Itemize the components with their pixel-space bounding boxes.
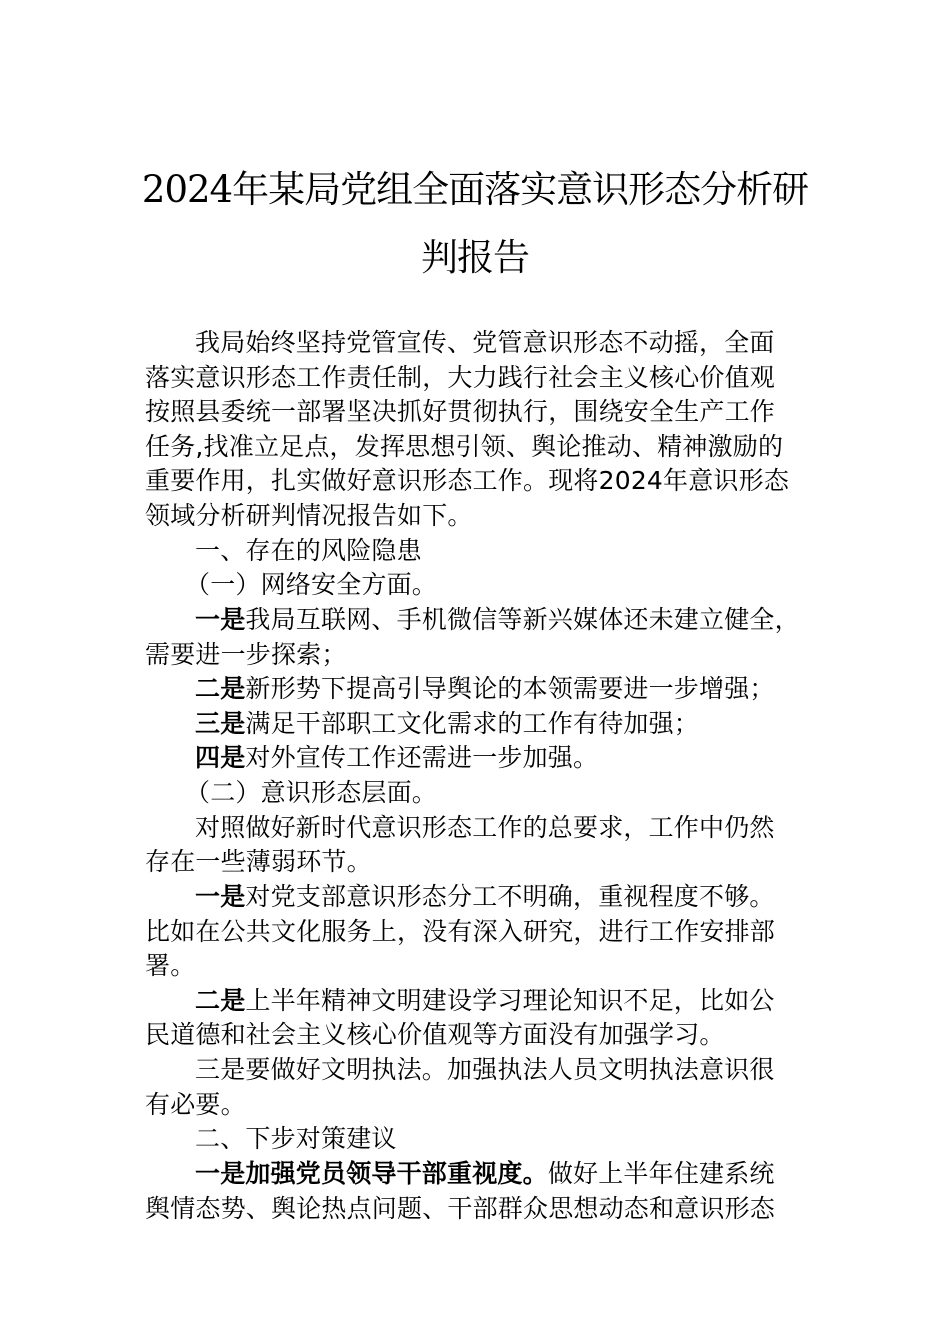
paragraph-line: 落实意识形态工作责任制，大力践行社会主义核心价值观 [145, 363, 776, 392]
paragraph-line [195, 1158, 775, 1190]
paragraph-line: 三是要做好文明执法。加强执法人员文明执法意识很 [195, 1055, 775, 1084]
paragraph-line [195, 673, 775, 705]
paragraph-line [195, 742, 598, 774]
paragraph-line: 舆情态势、舆论热点问题、干部群众思想动态和意识形态 [145, 1194, 776, 1223]
paragraph-line: 存在一些薄弱环节。 [145, 847, 372, 876]
line-text: 上半年精神文明建设学习理论知识不足，比如公 [245, 986, 775, 1015]
paragraph-line: 有必要。 [145, 1090, 246, 1119]
bold-lead: 一是 [195, 882, 246, 911]
paragraph-line: 领域分析研判情况报告如下。 [145, 501, 473, 530]
paragraph-line: 任务,找准立足点，发挥思想引领、舆论推动、精神激励的 [145, 432, 784, 461]
paragraph-line: 署。 [145, 951, 196, 980]
document-title-line-2: 判报告 [421, 236, 529, 279]
paragraph-line: 需要进一步探索； [145, 640, 347, 669]
line-text: 对党支部意识形态分工不明确，重视程度不够。 [245, 882, 775, 911]
paragraph-line: 重要作用，扎实做好意识形态工作。现将2024年意识形态 [145, 466, 790, 495]
document-title-line-1: 2024年某局党组全面落实意识形态分析研 [141, 168, 809, 211]
line-text: 对外宣传工作还需进一步加强。 [245, 743, 599, 772]
bold-lead: 三是 [195, 709, 246, 738]
paragraph-line [195, 708, 699, 740]
line-text: 满足干部职工文化需求的工作有待加强； [245, 709, 700, 738]
paragraph-line [195, 985, 775, 1017]
bold-lead: 四是 [195, 743, 246, 772]
bold-lead: 二是 [195, 986, 246, 1015]
line-text: 新形势下提高引导舆论的本领需要进一步增强； [245, 674, 775, 703]
subsection-heading: （一）网络安全方面。 [185, 570, 438, 599]
paragraph-line: 民道德和社会主义核心价值观等方面没有加强学习。 [145, 1020, 725, 1049]
section-heading: 一、存在的风险隐患 [195, 536, 422, 565]
line-text: 我局互联网、手机微信等新兴媒体还未建立健全， [245, 605, 800, 634]
subsection-heading: （二）意识形态层面。 [185, 778, 438, 807]
line-text: 做好上半年住建系统 [547, 1159, 775, 1188]
paragraph-line: 对照做好新时代意识形态工作的总要求，工作中仍然 [195, 813, 775, 842]
bold-lead: 二是 [195, 674, 246, 703]
paragraph-line: 按照县委统一部署坚决抓好贯彻执行，围绕安全生产工作 [145, 397, 776, 426]
paragraph-line [195, 604, 800, 636]
bold-lead: 一是加强党员领导干部重视度。 [195, 1159, 548, 1188]
paragraph-line [195, 881, 775, 913]
paragraph-line: 比如在公共文化服务上，没有深入研究，进行工作安排部 [145, 917, 776, 946]
bold-lead: 一是 [195, 605, 246, 634]
paragraph-line: 我局始终坚持党管宣传、党管意识形态不动摇，全面 [195, 328, 775, 357]
section-heading: 二、下步对策建议 [195, 1124, 397, 1153]
